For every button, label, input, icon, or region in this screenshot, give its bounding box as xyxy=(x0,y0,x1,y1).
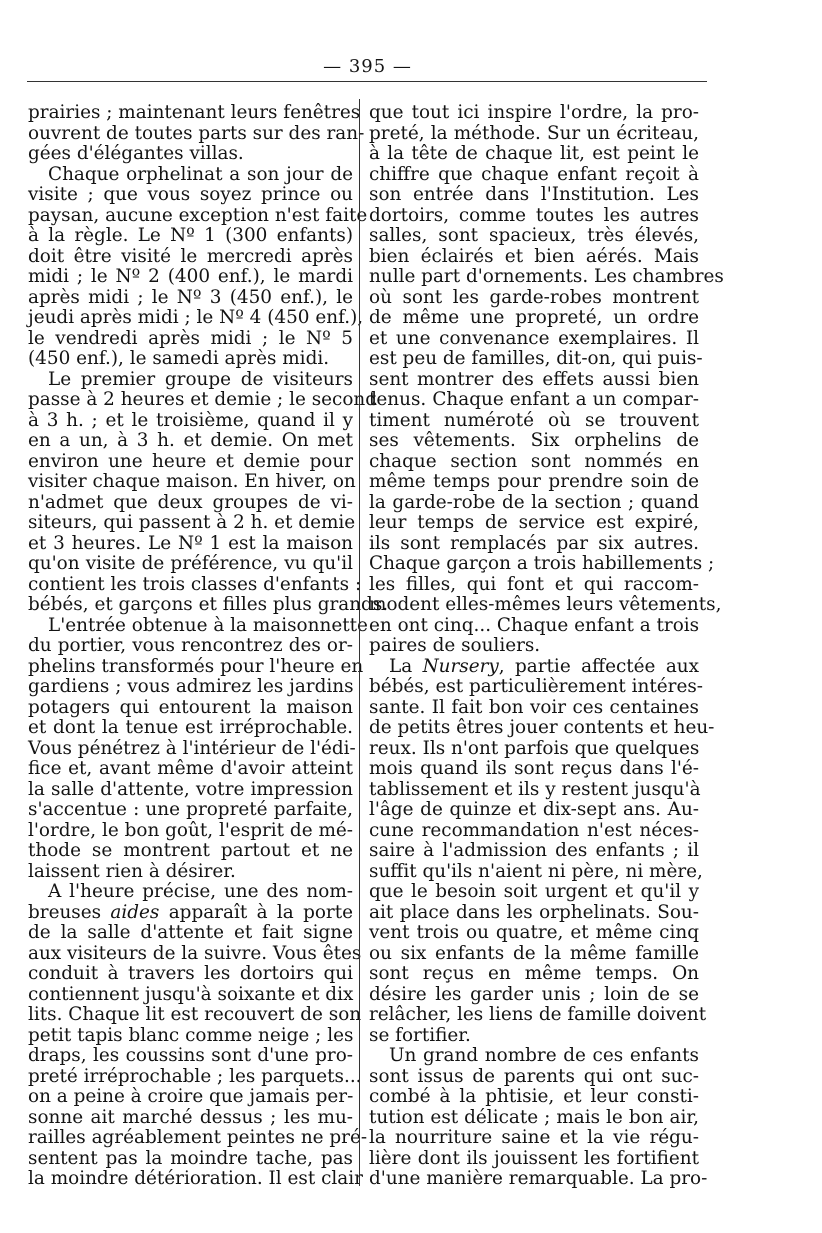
right-column xyxy=(369,102,724,1190)
right-column-line: chaque section sont nommés en xyxy=(369,450,699,472)
right-column-line: suffit qu'ils n'aient ni père, ni mère, xyxy=(369,860,703,882)
right-column-line: preté, la méthode. Sur un écriteau, xyxy=(369,122,699,144)
right-column-line: bien éclairés et bien aérés. Mais xyxy=(369,245,699,267)
left-column-line: Vous pénétrez à l'intérieur de l'édi- xyxy=(28,737,356,759)
right-column-line: ils sont remplacés par six autres. xyxy=(369,532,699,554)
right-column-line: modent elles-mêmes leurs vêtements, xyxy=(369,594,722,615)
right-column-line: les filles, qui font et qui raccom- xyxy=(369,573,699,595)
right-column-line: ses vêtements. Six orphelins de xyxy=(369,430,699,451)
right-column-line: paires de souliers. xyxy=(369,635,541,656)
header-rule xyxy=(27,81,707,82)
right-column-line: ait place dans les orphelinats. Sou- xyxy=(369,901,699,923)
right-column-line: tenus. Chaque enfant a un compar- xyxy=(369,389,699,410)
left-column-line: de la salle d'attente et fait signe xyxy=(28,922,353,943)
left-column-line: railles agréablement peintes ne pré- xyxy=(28,1127,368,1148)
page-number: — 395 — xyxy=(323,56,412,77)
right-column-line: reux. Ils n'ont parfois que quelques xyxy=(369,737,700,759)
left-column-line: à 3 h. ; et le troisième, quand il y xyxy=(28,409,353,431)
left-column-line: ouvrent de toutes parts sur des ran- xyxy=(28,122,365,144)
column-divider xyxy=(359,99,360,1186)
right-column-line: ou six enfants de la même famille xyxy=(369,942,699,964)
left-column-line: A l'heure précise, une des nom- xyxy=(48,881,353,902)
left-column-line: Le premier groupe de visiteurs xyxy=(48,368,353,390)
right-column-line: lière dont ils jouissent les fortifient xyxy=(369,1147,699,1169)
right-column-line: et une convenance exemplaires. Il xyxy=(369,327,699,349)
right-column-line: même temps pour prendre soin de xyxy=(369,471,699,492)
left-column-line: du portier, vous rencontrez des or- xyxy=(28,635,353,656)
left-column-line: la moindre détérioration. Il est clair xyxy=(28,1168,363,1189)
right-column-line: nulle part d'ornements. Les chambres xyxy=(369,266,724,287)
left-column-line: preté irréprochable ; les parquets... xyxy=(28,1065,362,1087)
left-column-line: breuses aides apparaît à la porte xyxy=(28,901,353,923)
right-column-line: l'âge de quinze et dix-sept ans. Au- xyxy=(369,799,699,820)
left-column-line: contient les trois classes d'enfants : xyxy=(28,573,362,595)
left-column-line: midi ; le Nº 2 (400 enf.), le mardi xyxy=(28,266,353,287)
left-column-line: la salle d'attente, votre impression xyxy=(28,778,353,800)
left-column-line: siteurs, qui passent à 2 h. et demie xyxy=(28,512,356,533)
left-column-line: gées d'élégantes villas. xyxy=(28,143,244,164)
right-column-line: sont issus de parents qui ont suc- xyxy=(369,1065,699,1087)
right-column-line: la nourriture saine et la vie régu- xyxy=(369,1127,699,1148)
left-column-line: sentent pas la moindre tache, pas xyxy=(28,1147,353,1169)
right-column-line: vent trois ou quatre, et même cinq xyxy=(369,922,699,943)
left-column-line: l'ordre, le bon goût, l'esprit de mé- xyxy=(28,819,353,841)
left-column xyxy=(28,102,389,1190)
left-column-line: et dont la tenue est irréprochable. xyxy=(28,717,353,738)
right-column-line: se fortifier. xyxy=(369,1024,471,1046)
left-column-line: conduit à travers les dortoirs qui xyxy=(28,963,353,984)
right-column-line: cune recommandation n'est néces- xyxy=(369,819,699,841)
right-column-line: mois quand ils sont reçus dans l'é- xyxy=(369,758,699,779)
right-column-line: son entrée dans l'Institution. Les xyxy=(369,184,699,205)
right-column-line: la garde-robe de la section ; quand xyxy=(369,491,699,513)
right-column-line: sante. Il fait bon voir ces centaines xyxy=(369,696,699,718)
left-column-line: gardiens ; vous admirez les jardins xyxy=(28,676,354,697)
left-column-line: aux visiteurs de la suivre. Vous êtes xyxy=(28,942,362,964)
left-column-line: visite ; que vous soyez prince ou xyxy=(28,184,353,205)
right-column-line: timent numéroté où se trouvent xyxy=(369,409,699,431)
left-column-line: phelins transformés pour l'heure en xyxy=(28,655,364,677)
left-column-line: bébés, et garçons et filles plus grands. xyxy=(28,594,389,615)
right-column-line: La Nursery, partie affectée aux xyxy=(389,655,699,677)
left-column-line: lits. Chaque lit est recouvert de son xyxy=(28,1004,362,1025)
left-column-line: après midi ; le Nº 3 (450 enf.), le xyxy=(28,286,353,308)
left-column-line: Chaque orphelinat a son jour de xyxy=(48,163,353,185)
left-column-line: laissent rien à désirer. xyxy=(28,860,236,882)
left-column-line: petit tapis blanc comme neige ; les xyxy=(28,1024,354,1046)
right-column-line: que tout ici inspire l'ordre, la pro- xyxy=(369,102,699,123)
left-column-line: n'admet que deux groupes de vi- xyxy=(28,491,353,513)
right-column-line: est peu de familles, dit-on, qui puis- xyxy=(369,348,703,369)
left-column-line: draps, les coussins sont d'une pro- xyxy=(28,1045,353,1066)
right-column-line: salles, sont spacieux, très élevés, xyxy=(369,225,699,246)
left-column-line: qu'on visite de préférence, vu qu'il xyxy=(28,553,353,574)
right-column-line: bébés, est particulièrement intéres- xyxy=(369,676,703,697)
right-column-line: désire les garder unis ; loin de se xyxy=(369,983,699,1005)
right-column-line: à la tête de chaque lit, est peint le xyxy=(369,143,699,164)
left-column-line: L'entrée obtenue à la maisonnette xyxy=(48,614,368,636)
left-column-line: passe à 2 heures et demie ; le second xyxy=(28,389,378,410)
left-column-line: thode se montrent partout et ne xyxy=(28,840,353,861)
right-column-line: saire à l'admission des enfants ; il xyxy=(369,840,699,861)
right-column-line: d'une manière remarquable. La pro- xyxy=(369,1168,708,1189)
left-column-line: fice et, avant même d'avoir atteint xyxy=(28,758,353,779)
right-column-line: Chaque garçon a trois habillements ; xyxy=(369,553,715,574)
right-column-line: combé à la phtisie, et leur consti- xyxy=(369,1086,699,1107)
right-column-line: sont reçus en même temps. On xyxy=(369,963,699,984)
left-column-line: potagers qui entourent la maison xyxy=(28,696,353,718)
right-column-line: tution est délicate ; mais le bon air, xyxy=(369,1106,699,1128)
right-column-line: Un grand nombre de ces enfants xyxy=(389,1045,699,1066)
right-column-line: relâcher, les liens de famille doivent xyxy=(369,1004,707,1025)
right-column-line: sent montrer des effets aussi bien xyxy=(369,368,699,390)
right-column-line: tablissement et ils y restent jusqu'à xyxy=(369,778,701,800)
left-column-line: environ une heure et demie pour xyxy=(28,450,353,472)
left-column-line: en a un, à 3 h. et demie. On met xyxy=(28,430,353,451)
left-column-line: (450 enf.), le samedi après midi. xyxy=(28,348,330,369)
left-column-line: on a peine à croire que jamais per- xyxy=(28,1086,354,1107)
right-column-line: en ont cinq... Chaque enfant a trois xyxy=(369,614,700,636)
left-column-line: s'accentue : une propreté parfaite, xyxy=(28,799,353,820)
left-column-line: le vendredi après midi ; le Nº 5 xyxy=(28,327,353,349)
left-column-line: et 3 heures. Le Nº 1 est la maison xyxy=(28,532,353,554)
left-column-line: doit être visité le mercredi après xyxy=(28,245,353,267)
left-column-line: à la règle. Le Nº 1 (300 enfants) xyxy=(28,225,353,246)
right-column-line: de petits êtres jouer contents et heu- xyxy=(369,717,715,738)
left-column-line: jeudi après midi ; le Nº 4 (450 enf.), xyxy=(28,307,364,328)
left-column-line: contiennent jusqu'à soixante et dix xyxy=(28,983,354,1005)
left-column-line: visiter chaque maison. En hiver, on xyxy=(28,471,356,492)
right-column-line: leur temps de service est expiré, xyxy=(369,512,699,533)
left-column-line: prairies ; maintenant leurs fenêtres xyxy=(28,102,361,123)
right-column-line: chiffre que chaque enfant reçoit à xyxy=(369,163,699,185)
right-column-line: que le besoin soit urgent et qu'il y xyxy=(369,881,699,902)
left-column-line: sonne ait marché dessus ; les mu- xyxy=(28,1106,353,1128)
left-column-line: paysan, aucune exception n'est faite xyxy=(28,204,368,226)
right-column-line: dortoirs, comme toutes les autres xyxy=(369,204,699,226)
right-column-line: où sont les garde-robes montrent xyxy=(369,286,699,308)
right-column-line: de même une propreté, un ordre xyxy=(369,307,699,328)
